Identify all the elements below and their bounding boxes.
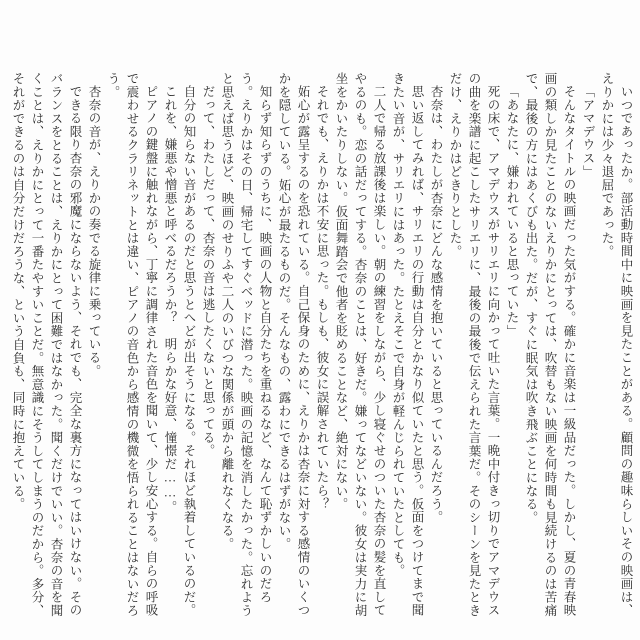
paragraph-1: いつであったか。部活動時間中に映画を見たことがある。顧問の趣味らしいその映画は、えりかには少々退屈であった。 [600, 72, 633, 617]
paragraph-9: それでも、えりかは不安に思った。もしも、彼女に誤解されていたら？ [315, 84, 329, 511]
paragraph-16: 杏奈の音が、えりかの奏でる旋律に乗っている。 [87, 84, 101, 378]
paragraph-15: ピアノの鍵盤に触れながら、丁寧に調律された音色を聞いて、少し安心する。自らの呼吸で震わせるクラリネットとは違い、ピアノの音色から感情の機微を悟られることはないだろう。 [106, 72, 158, 618]
paragraph-8: 二人で帰る放課後は楽しい。朝の練習をしながら、少し寝ぐせのついた杏奈の髪を直してやるのも。恋の話だってする。杏奈のことは、好きだ。嫌ってなどいない。彼女は実力に胡坐をかいたりしない。仮面舞踏会で他者を貶めることなど、絶対にない。 [334, 72, 386, 618]
paragraph-12: だって、わたしだって、杏奈の音は逃したくないと思ってる。 [201, 84, 215, 457]
paragraph-3: そんなタイトルの映画だった気がする。確かに音楽は一級品だった。しかし、夏の青春映画の類しか見たことのないえりかにとっては、吹替もない映画を何時間も見続けるのは苦痛で、最後の方にはあくびも出た。だが、すぐに眠気は吹き飛ぶことになる。 [524, 72, 576, 618]
paragraph-5: 死の床で、アマデウスがサリエリに向かって吐いた言葉。一晩中付きっ切りでアマデウスの曲を楽譜に起こしたサリエリに、最後の最後で伝えられた言葉だ。そのシーンを見たときだけ、えりかはどきりとした。 [448, 72, 500, 618]
paragraph-2: 「アマデウス」 [581, 84, 595, 178]
vertical-text-body [5, 72, 635, 629]
paragraph-11: 知らず知らずのうちに、映画の人物と自分たちを重ねるなど、なんて恥ずかしいのだろう。えりかはその日、帰宅してすぐベッドに潜った。映画の記憶を消したかった。忘れようと思えば思うほど、映画のせりふや二人のいびつな関係が頭から離れなくなる。 [220, 72, 272, 618]
paragraph-10: 妬心が露呈するのを恐れている。自己保身のために、えりかは杏奈に対する感情のいくつかを隠している。妬心が最たるものだ。そんなもの、露わにできるはずがない。 [277, 72, 310, 617]
paragraph-4: 「あなたに、嫌われていると思っていた」 [505, 84, 519, 338]
paragraph-6: 杏奈は、わたしが杏奈にどんな感情を抱いていると思っているんだろう。 [429, 84, 443, 524]
paragraph-13: 自分の知らない音があるのだと思うとへどが出そうになる。それほど執着しているのだ。 [182, 84, 196, 617]
paragraph-17: できる限り杏奈の邪魔にならないよう、それでも、完全な裏方になってはいけない。そのバランスをとることは、えりかにとって困難ではなかった。聞くだけでいい。杏奈の音を聞くことは、えりかにとって一番たやすいことだ。無意識にそうしてしまうのだから。多分、それができるのは自分だけだろうな、という自負も、同時に抱えている。 [11, 72, 82, 618]
paragraph-7: 思い返してみれば、サリエリの行動は自分とかなり似ていたと思う。仮面をつけてまで聞きたい音が、サリエリにはあった。たとえそこで自身が軽んじられていたとしても。 [391, 72, 424, 617]
paragraph-14: これを、嫌悪や憎悪と呼べるだろうか？ 明らかな好意、憧憬だ……。 [163, 84, 177, 514]
